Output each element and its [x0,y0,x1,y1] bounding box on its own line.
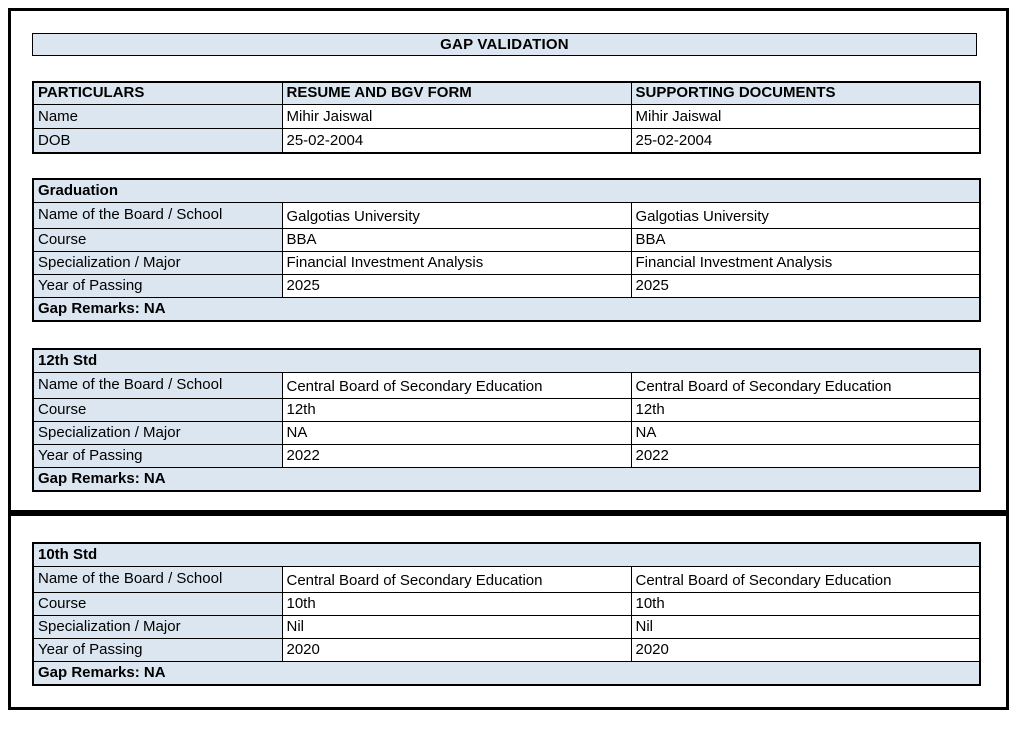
supporting-value-cell: Central Board of Secondary Education [631,567,980,593]
row-label-cell: DOB [33,129,282,153]
section-data-row [33,422,980,445]
resume-value-cell: NA [282,422,631,445]
row-label-cell: Year of Passing [33,275,282,298]
resume-value-cell: 10th [282,593,631,616]
supporting-value-cell: 2020 [631,639,980,662]
section-table-10th-std [32,542,981,686]
particulars-table [32,81,981,154]
resume-value-cell: Mihir Jaiswal [282,105,631,129]
section-table-graduation [32,178,981,322]
gap-remarks-row [33,468,980,491]
resume-value-cell: Financial Investment Analysis [282,252,631,275]
supporting-value-cell: 25-02-2004 [631,129,980,153]
gap-remarks: Gap Remarks: NA [33,662,980,685]
personal-row [33,129,980,153]
row-label-cell: Year of Passing [33,639,282,662]
resume-value-cell: Nil [282,616,631,639]
resume-value-cell: BBA [282,229,631,252]
supporting-value-cell: Galgotias University [631,203,980,229]
row-label-cell: Name of the Board / School [33,567,282,593]
supporting-value-cell: 2022 [631,445,980,468]
personal-row [33,105,980,129]
section-data-row [33,399,980,422]
resume-value-cell: 2020 [282,639,631,662]
row-label-cell: Specialization / Major [33,422,282,445]
resume-value-cell: 2022 [282,445,631,468]
section-data-row [33,567,980,593]
column-header-supporting-docs: SUPPORTING DOCUMENTS [631,82,980,105]
section-data-row [33,203,980,229]
section-data-row [33,639,980,662]
resume-value-cell: Central Board of Secondary Education [282,567,631,593]
row-label-cell: Specialization / Major [33,616,282,639]
section-data-row [33,445,980,468]
row-label-cell: Year of Passing [33,445,282,468]
section-heading-row [33,179,980,203]
row-label-cell: Name [33,105,282,129]
supporting-value-cell: Mihir Jaiswal [631,105,980,129]
section-data-row [33,252,980,275]
section-heading-row [33,349,980,373]
gap-validation-upper-box [8,8,1009,513]
row-label-cell: Name of the Board / School [33,203,282,229]
gap-validation-lower-box [8,513,1009,710]
gap-remarks: Gap Remarks: NA [33,298,980,321]
section-heading: 10th Std [33,543,980,567]
gap-remarks: Gap Remarks: NA [33,468,980,491]
section-heading: Graduation [33,179,980,203]
supporting-value-cell: NA [631,422,980,445]
resume-value-cell: Galgotias University [282,203,631,229]
section-data-row [33,229,980,252]
supporting-value-cell: 10th [631,593,980,616]
resume-value-cell: 12th [282,399,631,422]
section-table-12th-std [32,348,981,492]
section-data-row [33,616,980,639]
resume-value-cell: 25-02-2004 [282,129,631,153]
gap-remarks-row [33,298,980,321]
resume-value-cell: Central Board of Secondary Education [282,373,631,399]
row-label-cell: Specialization / Major [33,252,282,275]
document-title: GAP VALIDATION [32,33,977,56]
section-data-row [33,593,980,616]
gap-remarks-row [33,662,980,685]
row-label-cell: Course [33,399,282,422]
section-heading-row [33,543,980,567]
supporting-value-cell: Nil [631,616,980,639]
row-label-cell: Name of the Board / School [33,373,282,399]
section-heading: 12th Std [33,349,980,373]
supporting-value-cell: Financial Investment Analysis [631,252,980,275]
particulars-header-row [33,82,980,105]
supporting-value-cell: 2025 [631,275,980,298]
section-data-row [33,275,980,298]
supporting-value-cell: Central Board of Secondary Education [631,373,980,399]
column-header-particulars: PARTICULARS [33,82,282,105]
row-label-cell: Course [33,593,282,616]
supporting-value-cell: BBA [631,229,980,252]
section-data-row [33,373,980,399]
resume-value-cell: 2025 [282,275,631,298]
column-header-resume-bgv: RESUME AND BGV FORM [282,82,631,105]
row-label-cell: Course [33,229,282,252]
supporting-value-cell: 12th [631,399,980,422]
